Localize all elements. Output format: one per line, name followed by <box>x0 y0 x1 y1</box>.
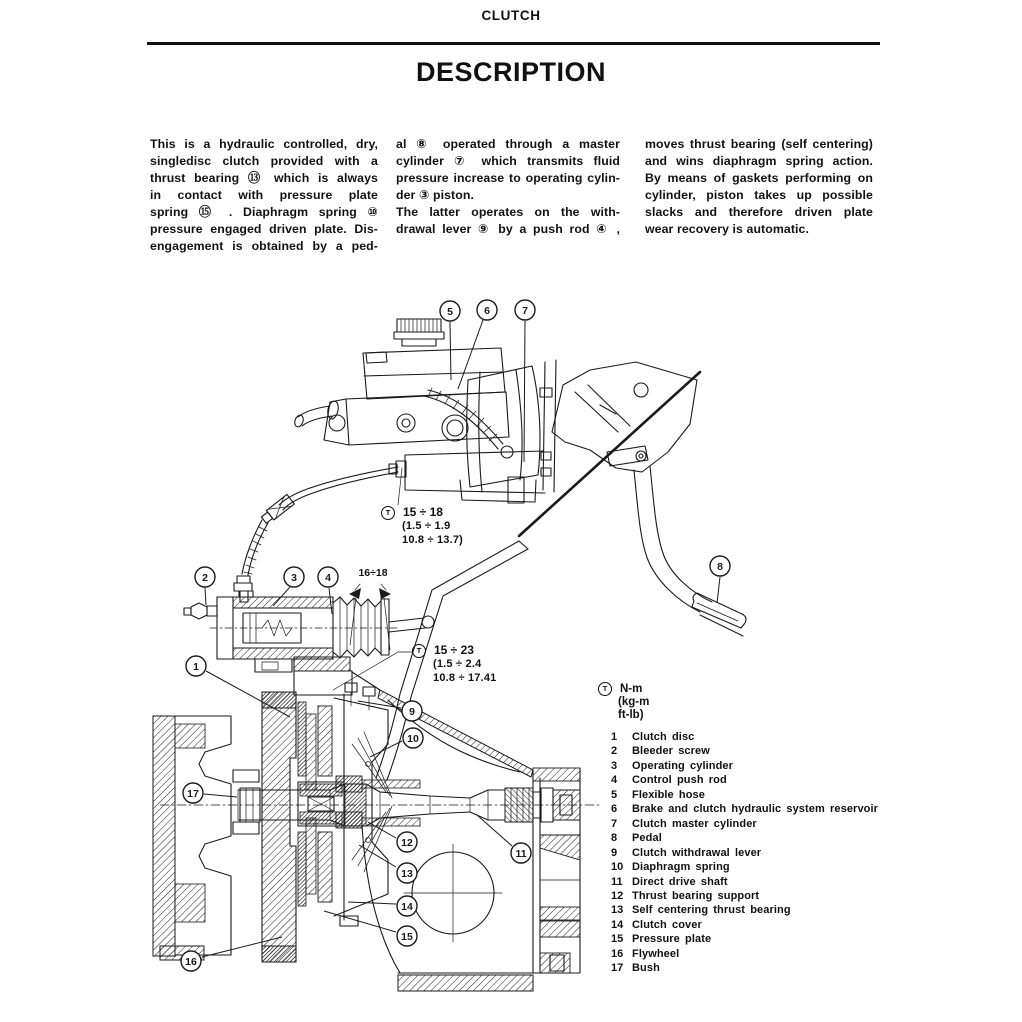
legend-item-number: 14 <box>611 918 624 931</box>
legend-item-number: 12 <box>611 889 624 902</box>
reservoir-hose-art <box>424 388 513 458</box>
pedal-art <box>519 362 746 636</box>
legend-item-label: Clutch cover <box>632 918 702 931</box>
legend-item <box>598 788 888 802</box>
legend-unit-kgm: (kg-m <box>618 696 650 708</box>
callout-number: 10 <box>407 732 419 745</box>
callout-number: 5 <box>447 305 453 318</box>
callout-number: 6 <box>484 304 490 317</box>
legend-item-number: 1 <box>611 731 618 743</box>
legend-item-number: 7 <box>611 817 618 830</box>
paragraph-line: cylinder, piston takes up possible <box>645 188 873 202</box>
paragraph-line: slacks and therefore driven plate <box>645 205 873 219</box>
paragraph-line: cylinder ⑦ which transmits fluid <box>396 154 620 168</box>
torque1-kgm: (1.5 ÷ 1.9 <box>402 520 451 532</box>
paragraph-line: wear recovery is automatic. <box>645 222 810 236</box>
callout-number: 7 <box>522 304 528 317</box>
paragraph-column-2 <box>396 136 620 238</box>
page-title: DESCRIPTION <box>415 57 607 87</box>
legend-item-number: 16 <box>611 947 624 960</box>
callout-number: 16 <box>185 955 197 968</box>
paragraph-line: al ⑧ operated through a master <box>396 137 620 151</box>
legend-item-label: Clutch withdrawal lever <box>632 846 762 859</box>
dimension-label: 16÷18 <box>358 567 388 579</box>
legend-item <box>598 730 888 744</box>
callout-leader <box>205 588 206 605</box>
legend-items <box>598 730 888 976</box>
torque-symbol-icon: T <box>412 644 426 658</box>
legend-item-number: 8 <box>611 832 618 845</box>
legend-item-label: Bleeder screw <box>632 745 710 758</box>
legend-item-label: Diaphragm spring <box>632 861 730 874</box>
paragraph-line: pressure increase to operating cylin- <box>396 171 620 185</box>
legend-item <box>598 918 888 932</box>
paragraph-line: in contact with pressure plate <box>150 188 378 202</box>
torque1-nm: 15 ÷ 18 <box>403 505 443 520</box>
torque1-leader <box>398 468 402 505</box>
legend-item-label: Pedal <box>632 832 662 845</box>
legend-unit-nm: N-m <box>620 682 643 695</box>
legend-item-label: Direct drive shaft <box>632 875 728 888</box>
page-header: CLUTCH <box>481 8 541 23</box>
legend-item <box>598 947 888 961</box>
callout-number: 3 <box>291 571 297 584</box>
clutch-pipe-art <box>234 467 398 602</box>
callout-number: 11 <box>515 847 527 860</box>
callout-number: 1 <box>193 660 199 673</box>
callout-leader <box>450 322 451 380</box>
callout-number: 2 <box>202 571 208 584</box>
callout-number: 13 <box>401 867 413 880</box>
callout-number: 9 <box>409 705 415 718</box>
callout-leader <box>717 577 720 603</box>
header-rule <box>147 42 880 45</box>
legend-item <box>598 846 888 860</box>
paragraph-line: pressure engaged driven plate. Dis- <box>150 222 378 236</box>
legend-item <box>598 817 888 831</box>
torque2-kgm: (1.5 ÷ 2.4 <box>433 658 482 670</box>
callout-leader <box>348 902 396 904</box>
torque-symbol-icon: T <box>598 682 612 696</box>
legend-item-label: Operating cylinder <box>632 759 733 772</box>
paragraph-line: The latter operates on the with- <box>396 205 620 219</box>
legend-item <box>598 831 888 845</box>
paragraph-line: engagement is obtained by a ped- <box>150 239 378 253</box>
callout-number: 12 <box>401 836 413 849</box>
legend-item <box>598 932 888 946</box>
callout-number: 4 <box>325 571 331 584</box>
legend-unit-ftlb: ft-lb) <box>618 708 644 721</box>
parts-legend <box>598 682 888 976</box>
booster-art <box>467 360 556 492</box>
legend-item <box>598 773 888 787</box>
legend-item <box>598 903 888 917</box>
legend-item-label: Pressure plate <box>632 933 712 946</box>
legend-item-label: Clutch master cylinder <box>632 817 757 830</box>
callout-number: 17 <box>187 787 199 800</box>
callout-leader <box>524 321 525 462</box>
paragraph-column-1 <box>150 136 378 255</box>
torque-spec-master-cylinder <box>381 506 463 547</box>
legend-item-label: Flexible hose <box>632 788 705 801</box>
legend-item-label: Bush <box>632 962 660 975</box>
torque1-ftlb: 10.8 ÷ 13.7) <box>402 533 464 546</box>
legend-item-number: 13 <box>611 904 624 917</box>
torque-spec-cover-bolts <box>412 644 497 685</box>
paragraph-line: By means of gaskets performing on <box>645 171 873 185</box>
paragraph-line: der ③ piston. <box>396 188 474 202</box>
dimension-annotation <box>349 584 391 650</box>
legend-item-label: Self centering thrust bearing <box>632 904 791 917</box>
legend-item-number: 15 <box>611 933 624 946</box>
legend-item <box>598 759 888 773</box>
legend-item-label: Thrust bearing support <box>632 889 760 902</box>
paragraph-line: singledisc clutch provided with a <box>150 154 378 168</box>
legend-item-number: 3 <box>611 759 618 772</box>
torque-symbol-icon: T <box>381 506 395 520</box>
callout-leader <box>324 911 396 932</box>
callout-number: 8 <box>717 560 723 573</box>
paragraph-line: moves thrust bearing (self centering) <box>645 137 873 151</box>
legend-item <box>598 889 888 903</box>
torque2-nm: 15 ÷ 23 <box>434 643 474 658</box>
torque2-ftlb: 10.8 ÷ 17.41 <box>433 671 497 684</box>
paragraph-column-3 <box>645 136 873 238</box>
paragraph-line: thrust bearing ⑬ which is always <box>150 171 378 185</box>
legend-item-number: 2 <box>611 745 618 758</box>
legend-item-number: 9 <box>611 846 618 859</box>
callout-leader <box>204 794 237 797</box>
legend-item-number: 6 <box>611 803 618 816</box>
legend-item <box>598 744 888 758</box>
clutch-cross-section-art <box>153 657 600 991</box>
legend-item-number: 10 <box>611 861 624 874</box>
legend-item-number: 17 <box>611 962 624 975</box>
legend-item-number: 11 <box>611 875 623 888</box>
paragraph-line: This is a hydraulic controlled, dry, <box>150 137 378 151</box>
legend-item <box>598 802 888 816</box>
legend-item-label: Clutch disc <box>632 731 695 743</box>
legend-item-label: Brake and clutch hydraulic system reservoir <box>632 803 879 816</box>
legend-item <box>598 860 888 874</box>
legend-item <box>598 875 888 889</box>
callout-number: 14 <box>401 900 413 913</box>
legend-item-label: Flywheel <box>632 947 680 960</box>
paragraph-line: and wins diaphragm spring action. <box>645 154 873 168</box>
paragraph-line: spring ⑮ . Diaphragm spring ⑩ <box>150 205 378 219</box>
paragraph-line: drawal lever ⑨ by a push rod ④ , <box>396 222 620 236</box>
legend-item-label: Control push rod <box>632 774 727 787</box>
legend-item <box>598 961 888 975</box>
legend-item-number: 4 <box>611 774 618 787</box>
callout-number: 15 <box>401 930 413 943</box>
legend-item-number: 5 <box>611 788 618 801</box>
